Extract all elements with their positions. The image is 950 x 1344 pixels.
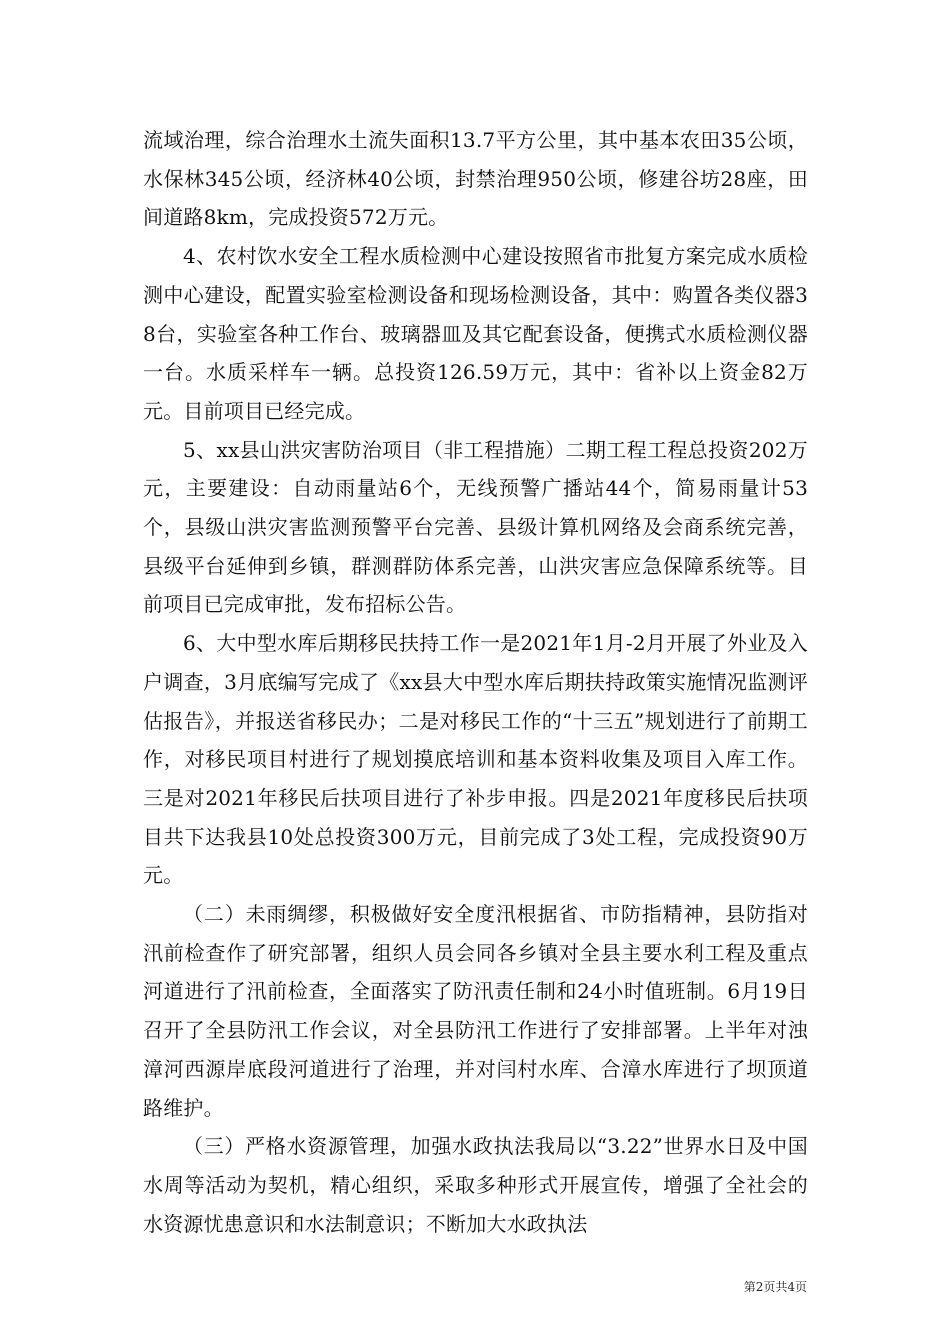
paragraph-flood-season-safety: （二）未雨绸缪，积极做好安全度汛根据省、市防指精神，县防指对汛前检查作了研究部署，组织人员会同各乡镇对全县主要水利工程及重点河道进行了汛前检查，全面落实了防汛责任制和24小时值班制。6月19日召开了全县防汛工作会议，对全县防汛工作进行了安排部署。上半年对浊漳河西源岸底段河道进行了治理，并对闫村水库、合漳水库进行了坝顶道路维护。 [143, 902, 808, 1120]
paragraph-reservoir-migrant-support: 6、大中型水库后期移民扶持工作一是2021年1月-2月开展了外业及入户调查，3月底编写完成了《xx县大中型水库后期扶持政策实施情况监测评估报告》，并报送省移民办；二是对移民工作的“十三五”规划进行了前期工作，对移民项目村进行了规划摸底培训和基本资料收集及项目入库工作。三是对2021年移民后扶项目进行了补步申报。四是2021年度移民后扶项目共下达我县10处总投资300万元，目前完成了3处工程，完成投资90万元。 [143, 631, 808, 888]
paragraph-water-resource-management: （三）严格水资源管理，加强水政执法我局以“3.22”世界水日及中国水周等活动为契机，精心组织，采取多种形式开展宣传，增强了全社会的水资源忧患意识和水法制意识；不断加大水政执法 [143, 1134, 808, 1236]
document-body [143, 121, 808, 1243]
paragraph-water-quality-center: 4、农村饮水安全工程水质检测中心建设按照省市批复方案完成水质检测中心建设，配置实验室检测设备和现场检测设备，其中：购置各类仪器38台，实验室各种工作台、玻璃器皿及其它配套设备，便携式水质检测仪器一台。水质采样车一辆。总投资126.59万元，其中：省补以上资金82万元。目前项目已经完成。 [143, 244, 808, 423]
page-number-footer: 第2页共4页 [743, 1280, 807, 1294]
paragraph-watershed-summary: 流域治理，综合治理水土流失面积13.7平方公里，其中基本农田35公顷，水保林345公顷，经济林40公顷，封禁治理950公顷，修建谷坊28座，田间道路8km，完成投资572万元。 [143, 128, 808, 230]
paragraph-flood-disaster-project: 5、xx县山洪灾害防治项目（非工程措施）二期工程工程总投资202万元，主要建设：自动雨量站6个，无线预警广播站44个，简易雨量计53个，县级山洪灾害监测预警平台完善、县级计算机网络及会商系统完善，县级平台延伸到乡镇，群测群防体系完善，山洪灾害应急保障系统等。目前项目已完成审批，发布招标公告。 [143, 437, 808, 617]
